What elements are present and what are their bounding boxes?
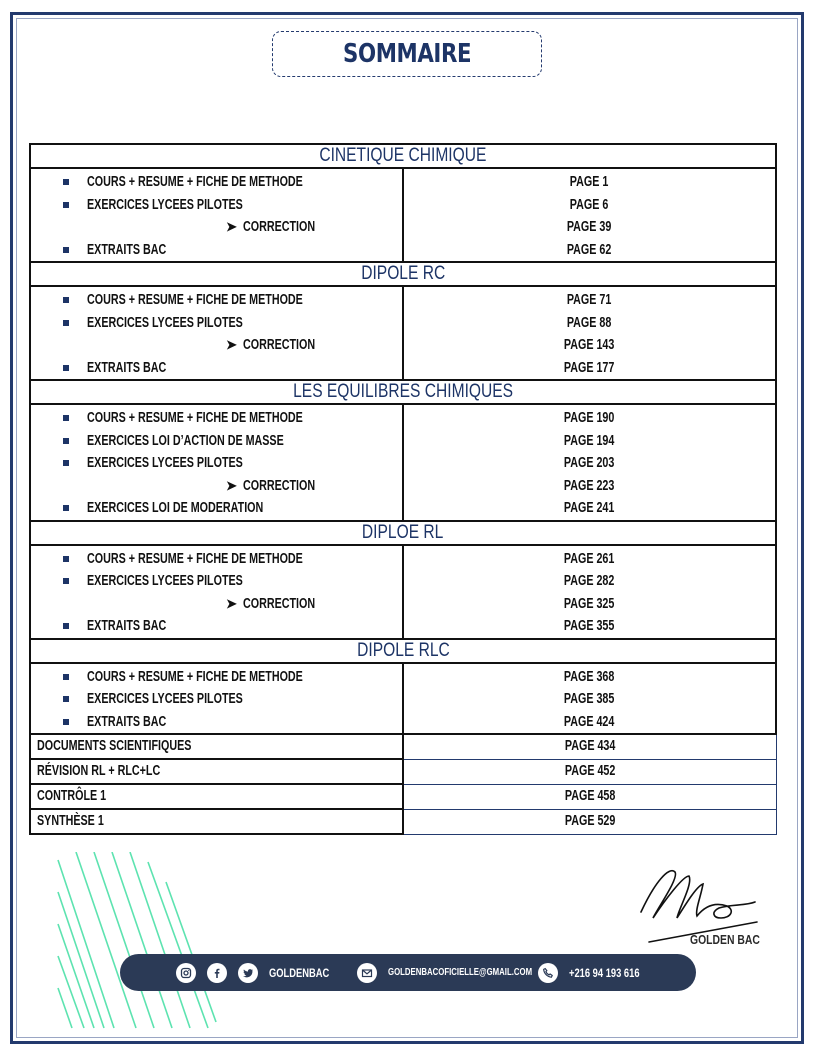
toc-entry-label: EXTRAITS BAC [87,713,167,730]
section-items-cell [30,168,403,262]
toc-entry[interactable] [31,239,402,262]
facebook-icon[interactable] [207,963,227,983]
square-bullet-icon [63,415,69,421]
toc-page-number: PAGE 223 [564,477,615,494]
toc-page-number: PAGE 88 [567,314,612,331]
square-bullet-icon [63,247,69,253]
toc-entry-label: EXERCICES LOI DE MODERATION [87,500,264,516]
extra-page-number: PAGE 529 [564,812,616,829]
toc-entry-label: COURS + RESUME + FICHE DE METHODE [87,668,303,685]
toc-page-ref[interactable] [404,194,775,217]
toc-entry[interactable] [31,475,402,498]
extra-label-cell [30,734,403,759]
toc-entry[interactable] [31,171,402,194]
toc-page-ref[interactable] [404,497,775,520]
toc-page-number: PAGE 62 [567,241,612,258]
toc-entry[interactable] [31,312,402,335]
section-pages-cell [403,286,776,380]
toc-page-ref[interactable] [404,334,775,357]
extra-page-number: PAGE 458 [564,787,616,804]
toc-page-number: PAGE 282 [564,573,615,589]
section-items-row [30,404,776,521]
toc-entry[interactable] [31,194,402,217]
instagram-icon[interactable] [176,963,196,983]
toc-entry-label: COURS + RESUME + FICHE DE METHODE [87,550,303,567]
section-heading-row [30,521,776,545]
phone-number[interactable]: +216 94 193 616 [569,965,640,980]
toc-page-number: PAGE 177 [564,359,615,376]
toc-page-ref[interactable] [404,171,775,194]
toc-entry-label: COURS + RESUME + FICHE DE METHODE [87,292,303,308]
twitter-icon[interactable] [238,963,258,983]
toc-page-ref[interactable] [404,475,775,498]
section-heading-row [30,144,776,168]
toc-page-number: PAGE 6 [570,196,609,213]
section-pages-cell [403,545,776,639]
toc-entry[interactable] [31,548,402,571]
section-heading-cell [30,521,776,545]
toc-entry-label: EXERCICES LYCEES PILOTES [87,573,243,589]
extra-label: RÉVISION RL + RLC+LC [37,763,161,779]
extra-row[interactable] [30,809,776,834]
social-handle: GOLDENBAC [269,965,330,980]
square-bullet-icon [63,623,69,629]
section-items-row [30,545,776,639]
email-icon[interactable] [357,963,377,983]
section-items-row [30,168,776,262]
toc-page-number: PAGE 368 [564,668,615,685]
toc-entry[interactable] [31,357,402,380]
extra-page-cell [403,784,776,809]
extra-page-cell [403,759,776,784]
toc-page-ref[interactable] [404,688,775,711]
toc-entry-label: CORRECTION [242,477,316,494]
arrow-bullet-icon: ➤ [226,477,237,493]
section-heading: DIPOLE RC [361,263,446,284]
toc-page-ref[interactable] [404,357,775,380]
toc-table [29,143,777,835]
toc-entry[interactable] [31,711,402,734]
arrow-bullet-icon: ➤ [226,219,237,234]
square-bullet-icon [63,179,69,185]
toc-page-number: PAGE 71 [567,292,612,308]
toc-entry-label: CORRECTION [242,219,316,235]
toc-entry-label: EXERCICES LYCEES PILOTES [87,691,243,707]
toc-page-number: PAGE 190 [564,410,615,426]
email-address[interactable]: GOLDENBACOFICIELLE@GMAIL.COM [388,967,533,978]
toc-entry[interactable] [31,497,402,520]
decorative-stripes [52,852,222,1030]
toc-entry-label: COURS + RESUME + FICHE DE METHODE [87,410,303,426]
extra-row[interactable] [30,734,776,759]
square-bullet-icon [63,438,69,444]
square-bullet-icon [63,505,69,511]
toc-page-number: PAGE 1 [570,174,609,190]
toc-page-ref[interactable] [404,593,775,616]
section-heading-cell [30,380,776,404]
square-bullet-icon [63,202,69,208]
toc-page-number: PAGE 39 [567,219,612,235]
toc-page-number: PAGE 194 [564,432,615,449]
extra-page-number: PAGE 452 [564,762,616,779]
toc-entry[interactable] [31,666,402,689]
arrow-bullet-icon: ➤ [226,337,237,352]
extra-label: DOCUMENTS SCIENTIFIQUES [37,738,192,754]
toc-entry-label: COURS + RESUME + FICHE DE METHODE [87,174,303,190]
square-bullet-icon [63,719,69,725]
extra-label: CONTRÔLE 1 [37,788,107,804]
toc-page-ref[interactable] [404,239,775,262]
section-pages-cell [403,168,776,262]
toc-entry[interactable] [31,407,402,430]
contact-bar [120,954,696,991]
section-heading-cell [30,639,776,663]
toc-page-ref[interactable] [404,289,775,312]
square-bullet-icon [63,460,69,466]
extra-row[interactable] [30,784,776,809]
toc-entry-label: CORRECTION [242,337,316,353]
page-title: SOMMAIRE [342,39,472,69]
toc-page-ref[interactable] [404,548,775,571]
toc-page-ref[interactable] [404,615,775,638]
section-items-cell [30,663,403,735]
title-box [272,31,542,77]
section-pages-cell [403,404,776,521]
arrow-bullet-icon: ➤ [226,595,237,611]
extra-label-cell [30,784,403,809]
toc-page-number: PAGE 424 [564,713,615,730]
section-items-row [30,286,776,380]
extra-page-cell [403,734,776,759]
section-heading: LES EQUILIBRES CHIMIQUES [293,381,513,402]
toc-entry[interactable] [31,216,402,239]
toc-page-number: PAGE 143 [564,337,615,353]
phone-icon[interactable] [538,963,558,983]
section-heading-cell [30,262,776,286]
toc-page-ref[interactable] [404,430,775,453]
toc-entry[interactable] [31,688,402,711]
toc-page-ref[interactable] [404,216,775,239]
section-items-cell [30,286,403,380]
extra-label: SYNTHÈSE 1 [37,813,104,829]
toc-entry-label: EXTRAITS BAC [87,618,167,634]
toc-page-ref[interactable] [404,570,775,593]
toc-entry-label: EXTRAITS BAC [87,241,167,258]
toc-entry[interactable] [31,452,402,475]
extra-page-cell [403,809,776,834]
section-items-cell [30,404,403,521]
toc-page-number: PAGE 355 [564,618,615,634]
toc-entry-label: EXERCICES LOI D’ACTION DE MASSE [87,432,284,449]
toc-entry-label: EXERCICES LYCEES PILOTES [87,455,243,471]
section-pages-cell [403,663,776,735]
section-heading: CINETIQUE CHIMIQUE [319,145,487,166]
toc-entry[interactable] [31,593,402,616]
toc-entry[interactable] [31,289,402,312]
section-heading-row [30,380,776,404]
section-heading: DIPLOE RL [362,521,444,543]
toc-page-ref[interactable] [404,711,775,734]
section-heading-row [30,639,776,663]
toc-entry[interactable] [31,334,402,357]
extra-row[interactable] [30,759,776,784]
toc-entry-label: CORRECTION [242,595,316,612]
extra-label-cell [30,759,403,784]
toc-entry[interactable] [31,570,402,593]
extra-label-cell [30,809,403,834]
square-bullet-icon [63,297,69,303]
toc-entry-label: EXTRAITS BAC [87,359,167,376]
section-items-cell [30,545,403,639]
square-bullet-icon [63,365,69,371]
toc-entry[interactable] [31,430,402,453]
square-bullet-icon [63,578,69,584]
toc-entry[interactable] [31,615,402,638]
signature-name: GOLDEN BAC [690,932,760,947]
section-heading-row [30,262,776,286]
square-bullet-icon [63,696,69,702]
toc-entry-label: EXERCICES LYCEES PILOTES [87,196,243,213]
square-bullet-icon [63,674,69,680]
toc-page-number: PAGE 385 [564,691,615,707]
toc-page-number: PAGE 261 [564,550,615,567]
toc-page-number: PAGE 241 [564,500,615,516]
toc-page-ref[interactable] [404,312,775,335]
toc-page-ref[interactable] [404,407,775,430]
square-bullet-icon [63,320,69,326]
section-items-row [30,663,776,735]
section-heading: DIPOLE RLC [356,639,450,661]
square-bullet-icon [63,556,69,562]
extra-page-number: PAGE 434 [564,738,616,754]
section-heading-cell [30,144,776,168]
toc-page-number: PAGE 325 [564,595,615,612]
toc-page-ref[interactable] [404,452,775,475]
toc-page-ref[interactable] [404,666,775,689]
toc-page-number: PAGE 203 [564,455,615,471]
toc-entry-label: EXERCICES LYCEES PILOTES [87,314,243,331]
